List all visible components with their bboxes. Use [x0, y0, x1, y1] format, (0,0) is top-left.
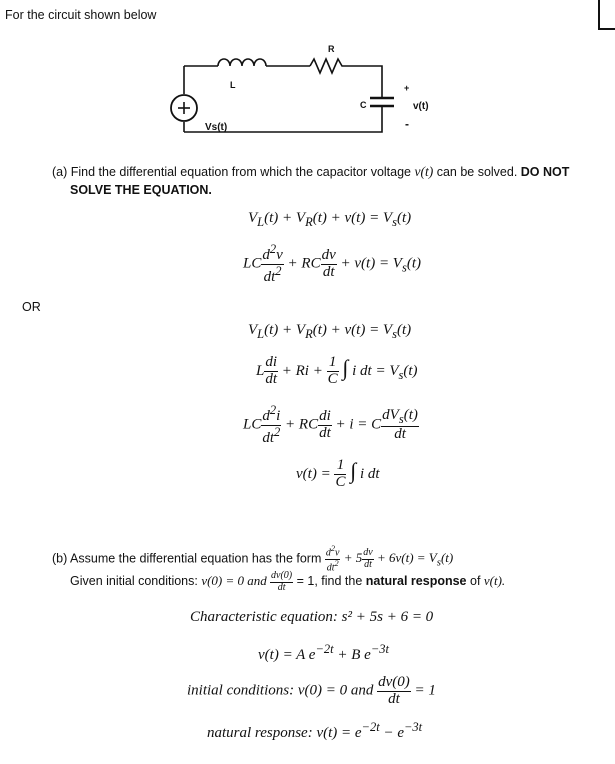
inductor-label: L — [230, 80, 236, 90]
voltage-integral: v(t) = $\frac{1}{C}$ ∫ i dt — [296, 457, 380, 491]
general-solution: v(t) = A $e^{-2t} + B$ $e^{-3t}$ — [258, 642, 390, 663]
integral-equation: L $\frac{di}{dt}$ + Ri + $\frac{1}{C}$ ∫ i dt = $V_s(t)$ — [256, 354, 418, 388]
page-corner-mark — [598, 0, 615, 30]
inductor-symbol — [218, 59, 266, 66]
natural-response: natural response: $v(t) = e^{-2t} - e^{-3t}$ — [207, 720, 423, 741]
capacitor-symbol — [370, 98, 394, 116]
part-b-conditions: Given initial conditions: v(0) = 0 and $\frac{dv(0)}{dt}$ = 1, find the natural response of v(t). — [70, 570, 506, 593]
intro-text: For the circuit shown below — [5, 8, 157, 22]
voltage-label: v(t) — [413, 101, 429, 112]
or-label: OR — [22, 300, 41, 314]
voltage-source-symbol — [171, 95, 197, 121]
minus-sign: - — [405, 117, 409, 131]
characteristic-equation: Characteristic equation: s² + 5s + 6 = 0 — [190, 609, 434, 625]
plus-sign: + — [404, 83, 410, 93]
initial-conditions: initial conditions: v(0) = 0 and $\frac{dv(0)}{dt}$ = 1 — [187, 674, 436, 707]
source-label: Vs(t) — [205, 122, 228, 133]
circuit-diagram — [170, 40, 440, 150]
part-a-question: (a) Find the differential equation from which the capacitor voltage v(t) can be solved. DO NOT — [52, 164, 570, 179]
kvl-equation-1: $V_L(t) + V_R(t) + v(t) = V_s(t)$ — [248, 210, 412, 229]
part-b-question: (b) Assume the differential equation has the form $\frac{d^2v}{dt^2}$ + 5 $\frac{dv}{dt}$ + $6v(t) = V_s(t)$ — [52, 544, 454, 574]
part-a-instruction: SOLVE THE EQUATION. — [70, 183, 212, 197]
second-order-equation: LC $\frac{d^2v}{dt^2}$ + RC $\frac{dv}{dt}$ + $v(t) = V_s(t)$ — [243, 242, 422, 285]
resistor-symbol — [310, 59, 346, 73]
resistor-label: R — [328, 44, 335, 54]
kvl-equation-2: $V_L(t) + V_R(t) + v(t) = V_s(t)$ — [248, 322, 412, 341]
current-equation: LC $\frac{d^2i}{dt^2}$ + RC $\frac{di}{dt}$ + i = C $\frac{dV_s(t)}{dt}$ — [243, 403, 418, 446]
capacitor-label: C — [360, 100, 367, 110]
